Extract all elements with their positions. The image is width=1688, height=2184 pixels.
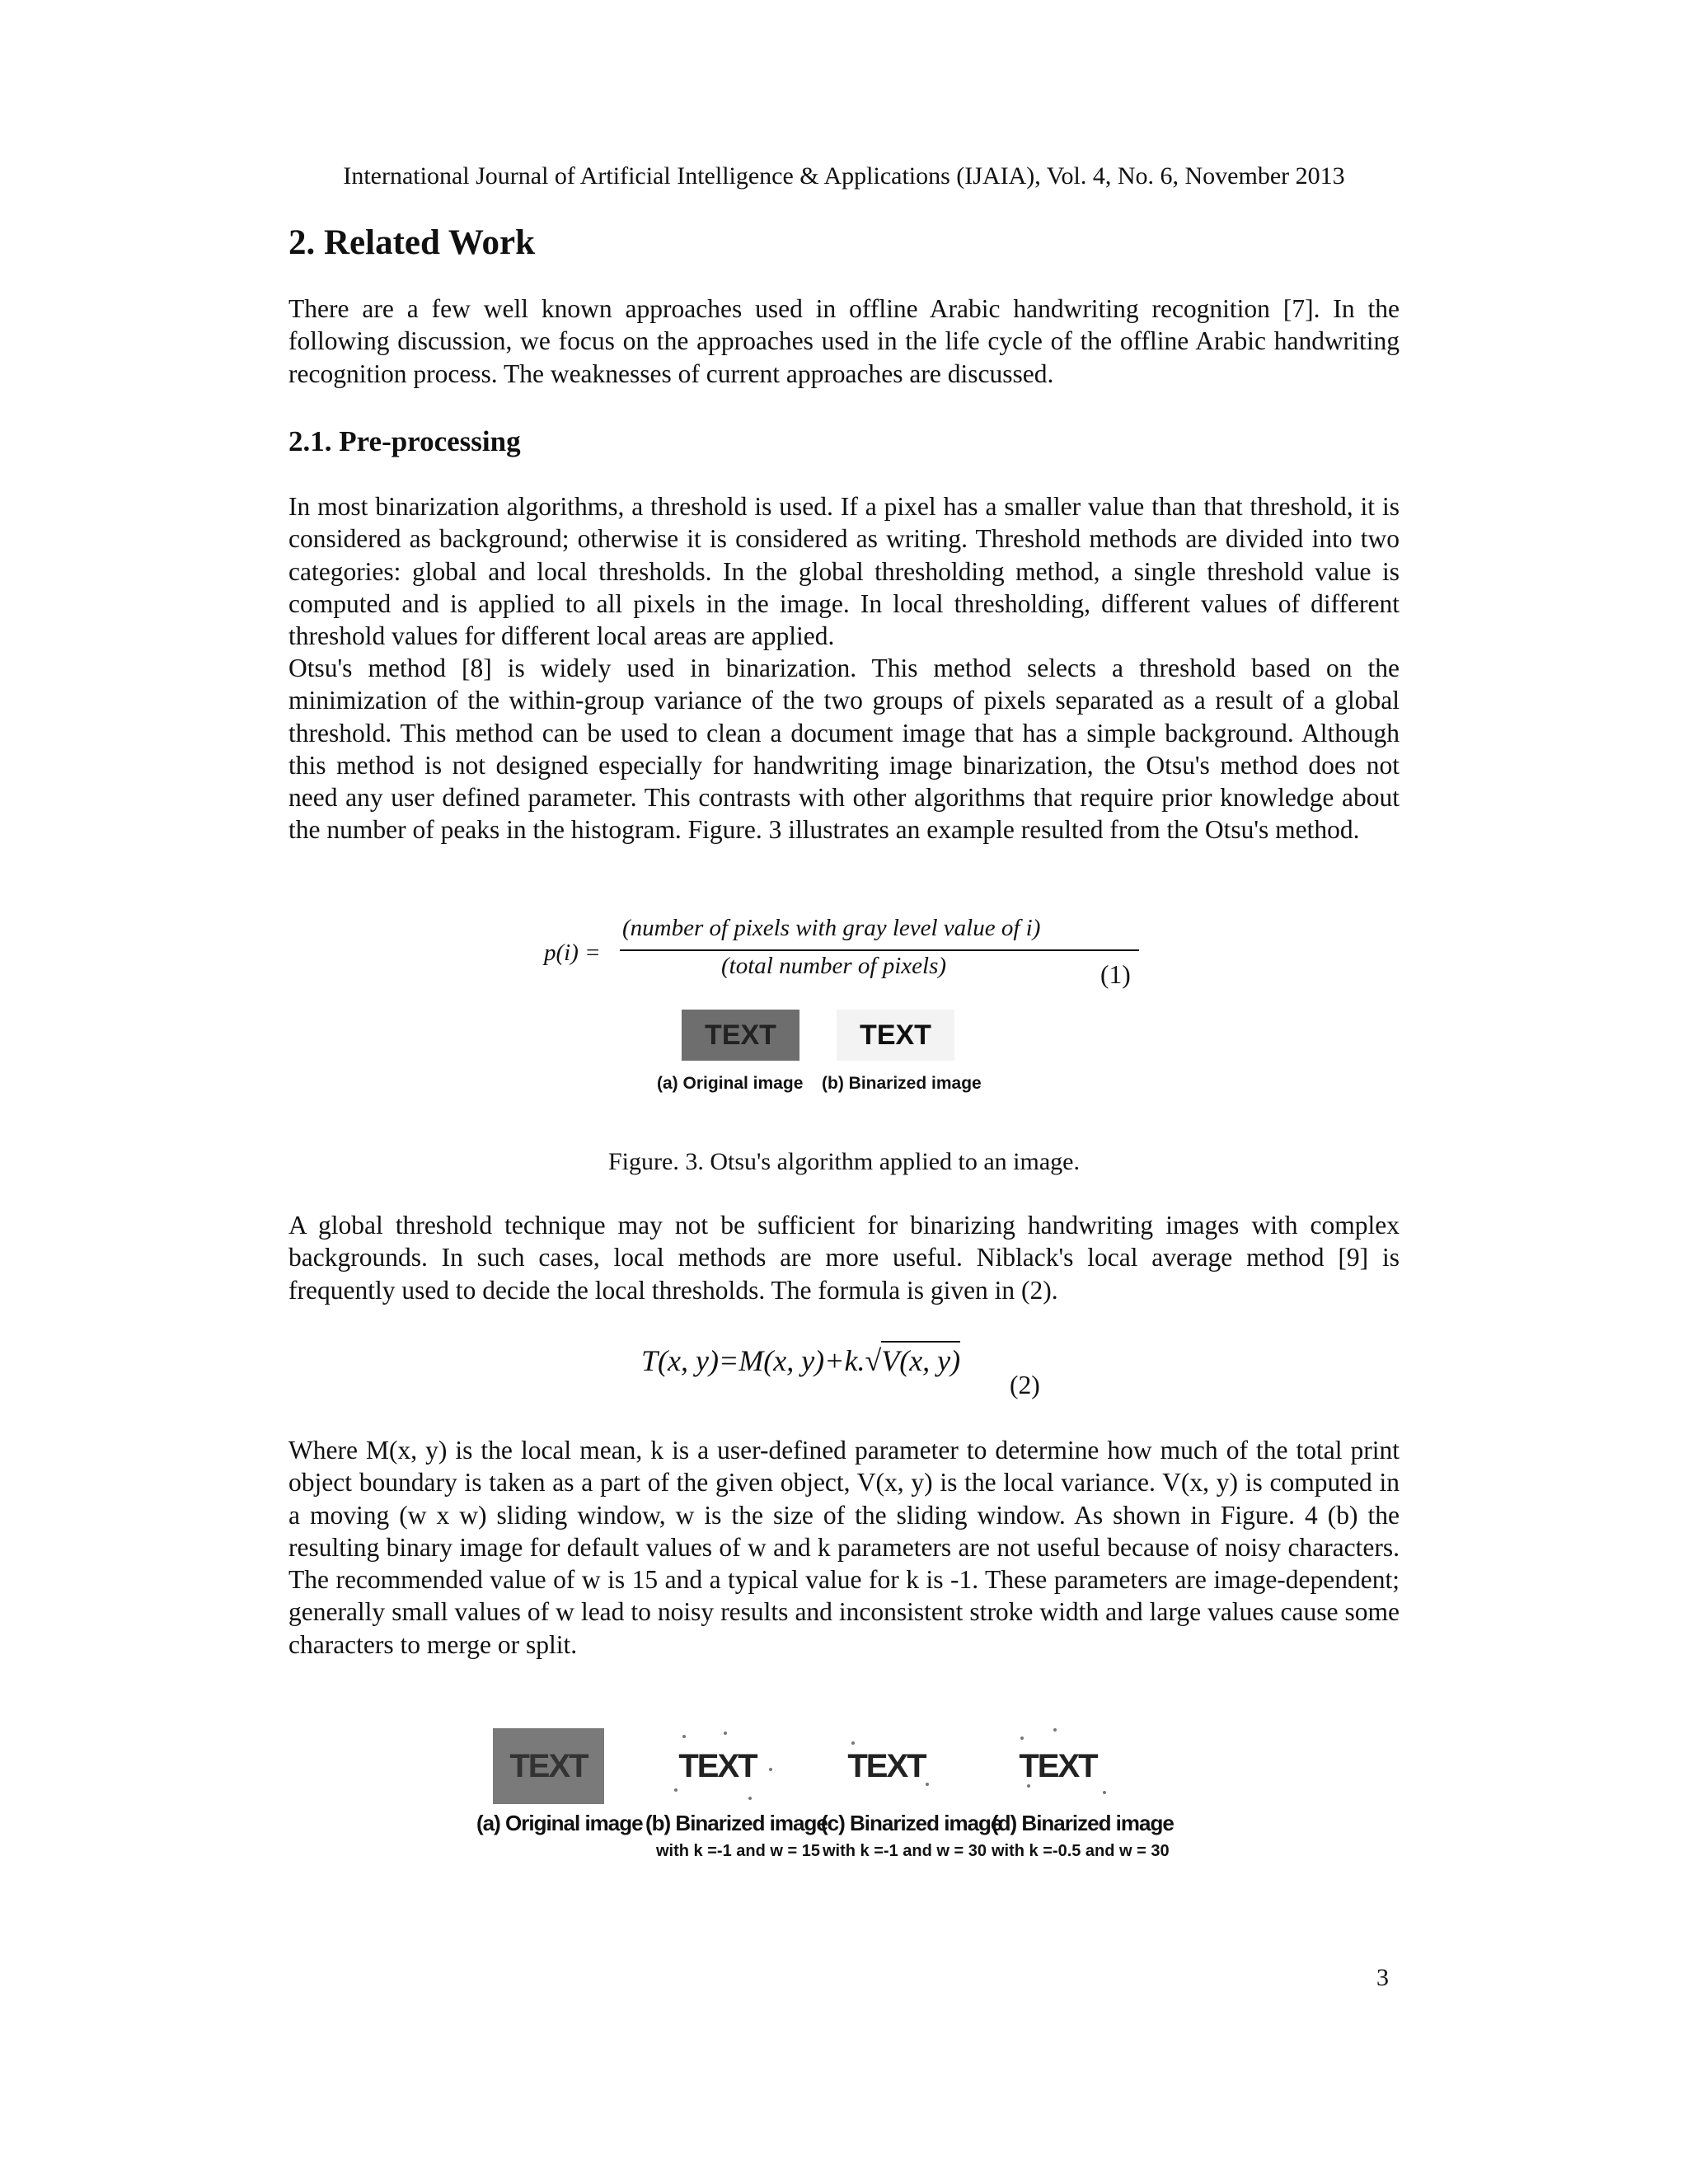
figure-4-label-b: (b) Binarized image bbox=[645, 1811, 828, 1835]
noise-speck bbox=[674, 1788, 678, 1792]
fraction-bar bbox=[620, 949, 1139, 951]
figure-4-sublabel-c: with k =-1 and w = 30 bbox=[823, 1842, 987, 1860]
binarization-paragraph: In most binarization algorithms, a threshold is used. If a pixel has a smaller value than that threshold, it is considered as background; otherwise it is considered as writing. Threshold methods are divided into two categories: global and local thresholds. In the global thresholding method, a single threshold value is computed and is applied to all pixels in the image. In local thresholding, different values of different threshold values for different local areas are applied. bbox=[288, 492, 1400, 651]
label-binarized-image: (b) Binarized image bbox=[822, 1074, 982, 1093]
niblack-paragraph: A global threshold technique may not be sufficient for binarizing handwriting images with complex backgrounds. In such cases, local methods are more useful. Niblack's local average method [9] is frequently used to decide the local thresholds. The formula is given in (2). bbox=[288, 1211, 1400, 1305]
equation-1-lhs: p(i) = bbox=[544, 940, 601, 966]
noise-speck bbox=[1053, 1728, 1057, 1732]
figure-4-label-a: (a) Original image bbox=[476, 1811, 643, 1835]
equation-1-number: (1) bbox=[1100, 960, 1131, 989]
figure-4-binarized-c: TEXT bbox=[847, 1748, 926, 1784]
binarized-image: TEXT bbox=[837, 1010, 954, 1061]
figure-3-caption: Figure. 3. Otsu's algorithm applied to an image. bbox=[608, 1148, 1080, 1175]
figure-4-label-d: (d) Binarized image bbox=[992, 1811, 1174, 1835]
equation-2-number: (2) bbox=[1010, 1371, 1040, 1399]
equation-1 bbox=[544, 915, 1137, 1005]
figure-4-binarized-b: TEXT bbox=[678, 1748, 757, 1784]
equation-2 bbox=[641, 1343, 960, 1378]
noise-speck bbox=[851, 1741, 855, 1745]
label-original-image: (a) Original image bbox=[657, 1074, 804, 1093]
noise-speck bbox=[1020, 1736, 1024, 1740]
figure-4-binarized-d: TEXT bbox=[1019, 1748, 1097, 1784]
noise-speck bbox=[1027, 1784, 1030, 1788]
equation-2-radicand: V(x, y) bbox=[881, 1341, 960, 1377]
journal-header: International Journal of Artificial Intelligence & Applications (IJAIA), Vol. 4, No. 6, November 2013 bbox=[343, 162, 1345, 190]
noise-speck bbox=[682, 1735, 686, 1738]
figure-3 bbox=[657, 1010, 1003, 1108]
sqrt-symbol: √ bbox=[865, 1344, 882, 1377]
noise-speck bbox=[1103, 1791, 1106, 1794]
equation-2-left: T(x, y)=M(x, y)+k. bbox=[641, 1344, 865, 1377]
section-title: 2. Related Work bbox=[288, 223, 536, 262]
noise-speck bbox=[748, 1797, 752, 1800]
noise-speck bbox=[926, 1783, 929, 1786]
page-number: 3 bbox=[1376, 1964, 1389, 1991]
equation-1-numerator: (number of pixels with gray level value of i) bbox=[622, 915, 1041, 941]
intro-paragraph: There are a few well known approaches used in offline Arabic handwriting recognition [7]. In the following discussion, we focus on the approaches used in the life cycle of the offline Arabic handwriting recognition process. The weaknesses of current approaches are discussed. bbox=[288, 294, 1400, 388]
otsu-paragraph: Otsu's method [8] is widely used in binarization. This method selects a threshold based on the minimization of the within-group variance of the two groups of pixels separated as a result of a global threshold. This method can be used to clean a document image that has a simple background. Although this method is not designed especially for handwriting image binarization, the Otsu's method does not need any user defined parameter. This contrasts with other algorithms that require prior knowledge about the number of peaks in the histogram. Figure. 3 illustrates an example resulted from the Otsu's method. bbox=[288, 654, 1400, 845]
figure-4-sublabel-d: with k =-0.5 and w = 30 bbox=[992, 1842, 1170, 1860]
subsection-title: 2.1. Pre-processing bbox=[288, 425, 521, 457]
figure-4-sublabel-b: with k =-1 and w = 15 bbox=[656, 1842, 820, 1860]
noise-speck bbox=[724, 1732, 727, 1735]
figure-4-original-image: TEXT bbox=[493, 1728, 604, 1804]
parameters-paragraph: Where M(x, y) is the local mean, k is a user-defined parameter to determine how much of the total print object boundary is taken as a part of the given object, V(x, y) is the local variance. V(x, y) is computed in a moving (w x w) sliding window, w is the size of the sliding window. As shown in Figure. 4 (b) the resulting binary image for default values of w and k parameters are not useful because of noisy characters. The recommended value of w is 15 and a typical value for k is -1. These parameters are image-dependent; generally small values of w lead to noisy results and inconsistent stroke width and large values cause some characters to merge or split. bbox=[288, 1436, 1400, 1659]
figure-4-label-c: (c) Binarized image bbox=[821, 1811, 1002, 1835]
original-image: TEXT bbox=[682, 1010, 799, 1061]
noise-speck bbox=[769, 1768, 772, 1771]
figure-4 bbox=[476, 1718, 1185, 1875]
equation-1-denominator: (total number of pixels) bbox=[721, 953, 947, 979]
